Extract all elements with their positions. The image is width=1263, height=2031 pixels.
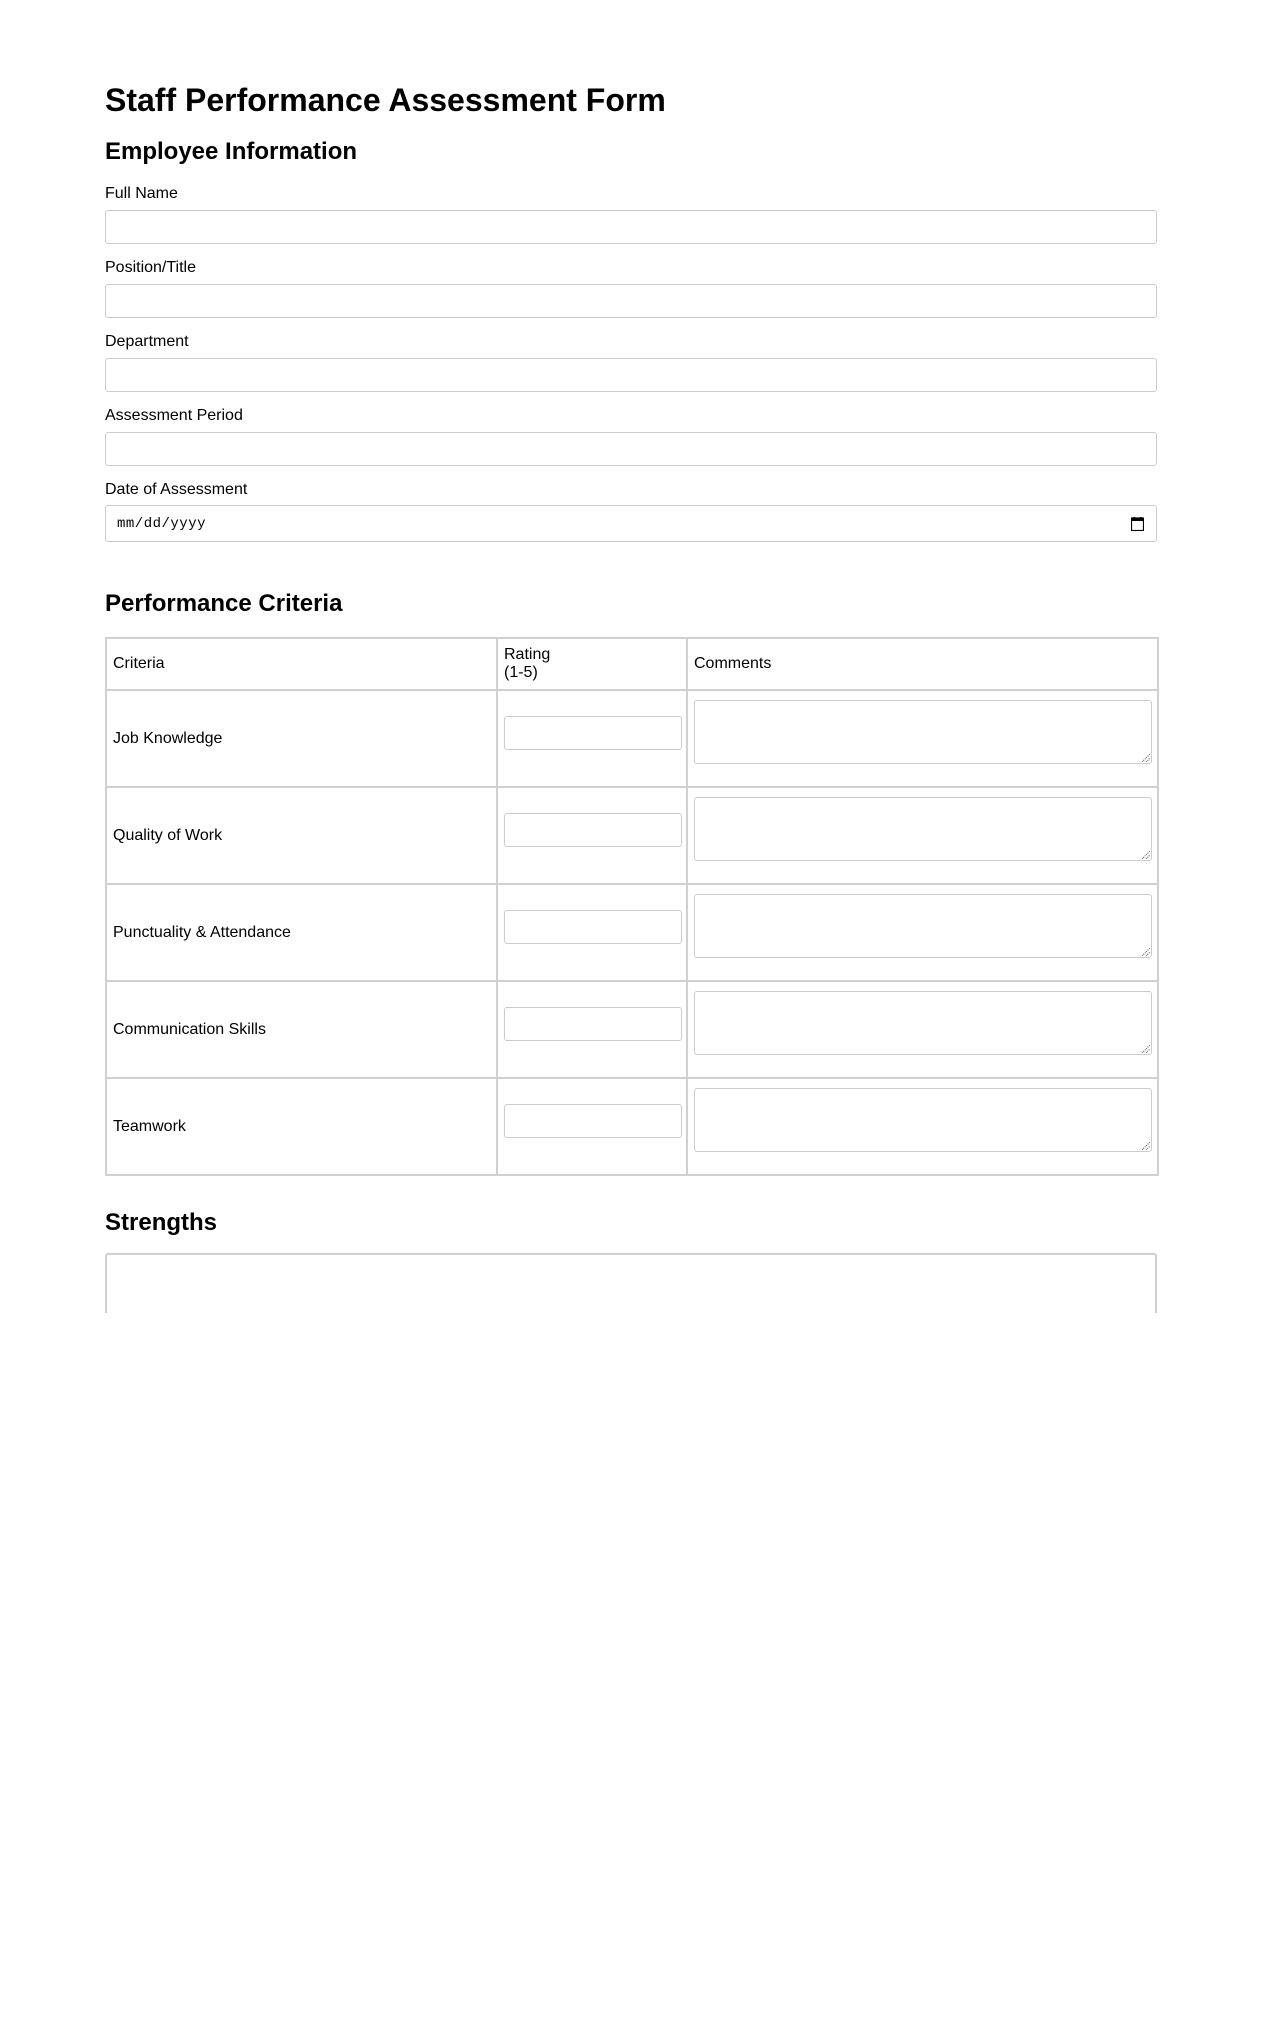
section-heading-performance-criteria: Performance Criteria: [105, 590, 343, 617]
criteria-cell: Punctuality & Attendance: [106, 884, 497, 981]
comments-textarea-punctuality-attendance[interactable]: [694, 894, 1152, 958]
criteria-cell: Quality of Work: [106, 787, 497, 884]
comments-cell: [687, 884, 1158, 981]
department-label: Department: [105, 333, 189, 350]
date-of-assessment-input[interactable]: [105, 505, 1157, 542]
column-header-criteria: Criteria: [106, 638, 497, 690]
assessment-period-input[interactable]: [105, 432, 1157, 466]
full-name-label: Full Name: [105, 185, 178, 202]
page-title: Staff Performance Assessment Form: [105, 82, 666, 118]
section-heading-employee-information: Employee Information: [105, 138, 358, 165]
rating-input-quality-of-work[interactable]: [504, 813, 682, 847]
table-row: [106, 690, 1158, 787]
table-header-row: [106, 638, 1158, 690]
rating-input-job-knowledge[interactable]: [504, 716, 682, 750]
rating-cell: [497, 690, 687, 787]
table-row: [106, 981, 1158, 1078]
rating-input-teamwork[interactable]: [504, 1104, 682, 1138]
rating-cell: [497, 787, 687, 884]
rating-input-punctuality-attendance[interactable]: [504, 910, 682, 944]
full-name-input[interactable]: [105, 210, 1157, 244]
rating-cell: [497, 1078, 687, 1175]
rating-input-communication-skills[interactable]: [504, 1007, 682, 1041]
criteria-cell: Communication Skills: [106, 981, 497, 1078]
comments-cell: [687, 787, 1158, 884]
rating-cell: [497, 884, 687, 981]
criteria-cell: Teamwork: [106, 1078, 497, 1175]
comments-textarea-communication-skills[interactable]: [694, 991, 1152, 1055]
column-header-rating: [497, 638, 687, 690]
position-title-label: Position/Title: [105, 259, 196, 276]
comments-cell: [687, 981, 1158, 1078]
rating-header-line2: (1-5): [504, 664, 538, 681]
column-header-comments: Comments: [687, 638, 1158, 690]
comments-textarea-teamwork[interactable]: [694, 1088, 1152, 1152]
comments-textarea-quality-of-work[interactable]: [694, 797, 1152, 861]
comments-cell: [687, 1078, 1158, 1175]
date-placeholder: mm/dd/yyyy: [117, 515, 207, 532]
assessment-period-label: Assessment Period: [105, 407, 243, 424]
department-input[interactable]: [105, 358, 1157, 392]
strengths-textarea[interactable]: [105, 1253, 1157, 1313]
rating-cell: [497, 981, 687, 1078]
calendar-icon[interactable]: [1131, 517, 1144, 531]
table-row: [106, 787, 1158, 884]
comments-cell: [687, 690, 1158, 787]
table-row: [106, 884, 1158, 981]
comments-textarea-job-knowledge[interactable]: [694, 700, 1152, 764]
criteria-cell: Job Knowledge: [106, 690, 497, 787]
section-heading-strengths: Strengths: [105, 1209, 218, 1236]
date-of-assessment-label: Date of Assessment: [105, 481, 248, 498]
position-title-input[interactable]: [105, 284, 1157, 318]
performance-criteria-table: [105, 637, 1159, 1176]
rating-header-line1: Rating: [504, 646, 551, 663]
table-row: [106, 1078, 1158, 1175]
